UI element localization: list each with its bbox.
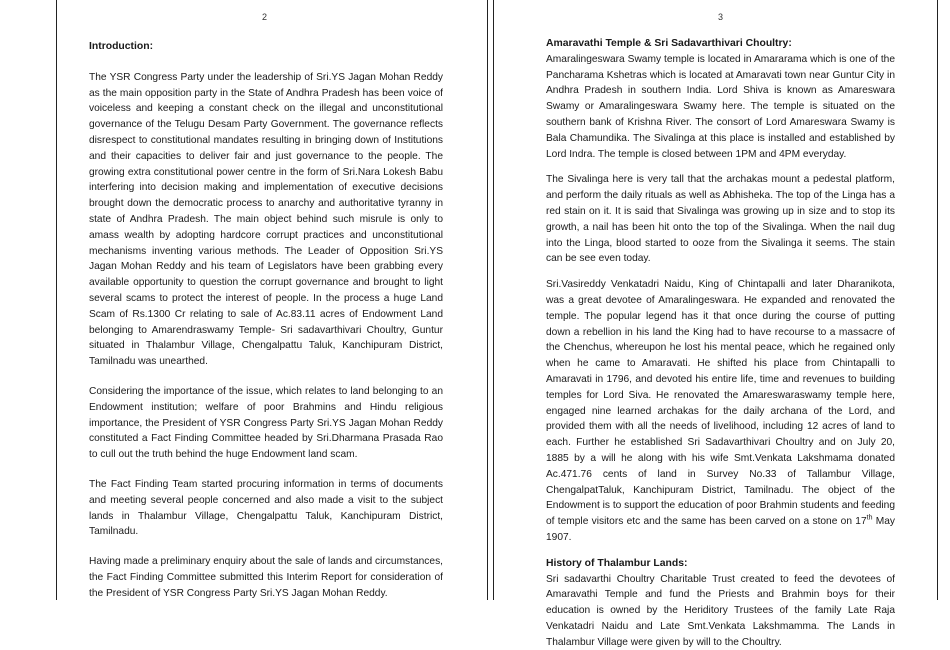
paragraph: Having made a preliminary enquiry about the sale of lands and circumstances, the Fact Finding Committee submitted this Interim Report for consideration of the President of YSR Congress Party Sri.YS Jagan Mohan Reddy. xyxy=(89,554,443,601)
page-number: 3 xyxy=(718,12,723,22)
paragraph: The YSR Congress Party under the leadership of Sri.YS Jagan Mohan Reddy as the main opposition party in the State of Andhra Pradesh has been voice of voiceless and keeping a constant check on the illegal and unconstitutional governance of the Telugu Desam Party Government. The governance reflects disrespect to constitutional mandates resulting in bringing down of Institutions and their capacities to deliver fair and just governance to the people. The growing extra constitutional power centre in the form of Sri.Nara Lokesh Babu interfering into decision making and implementation of executive decisions brought down the democratic process to anarchy and authoritative tyranny in state of Andhra Pradesh. The main object behind such misrule is only to amass wealth by adopting hardcore corrupt practices and unconstitutional mechanisms inventing various methods. The Leader of Opposition Sri.YS Jagan Mohan Reddy and his team of Legislators have been grabbing every available opportunity to question the corrupt governance and brought to light several scams to protect the interest of people. In the process a huge Land Scam of Rs.1300 Cr relating to sale of Ac.83.11 acres of Endowment Land belonging to Amarendraswamy Temple- Sri sadavarthivari Choultry, Guntur situated in Thalambur Village, Chengalpattu Taluk, Kanchipuram District, Tamilnadu was unearthed. xyxy=(89,70,443,370)
paragraph-text: Sri.Vasireddy Venkatadri Naidu, King of Chintapalli and later Dharanikota, was a great devotee of Amaralingeswara. He expanded and renovated the temple. The popular legend has it that once during the course of putting down a rebellion in his land the King had to have recourse to a massacre of the Chenchus, whereupon he lost his mental peace, which he regained only when he came to Amaravati. He shifted his place from Chintapalli to Amaravati in 1796, and devoted his entire life, time and revenues to building temples for Lord Siva. He renovated the Amareswaraswamy temple here, engaged nine learned archakas for the daily archana of the Lord, and provided them with all the needs of livelihood, including 12 acres of land to each. Further he established Sri Sadavarthivari Choultry and on July 20, 1885 by a will he along with his wife Smt.Venkata Lakshmama donated Ac.471.76 cents of land in Survey No.33 of Tallambur Village, ChengalpatTaluk, Kanchipuram District, Tamilnadu. The object of the Endowment is to support the education of poor Brahmin students and feeding of temple visitors etc and the same has been carved on a stone on 17 xyxy=(546,279,895,527)
section-heading-thalambur: History of Thalambur Lands: xyxy=(546,556,895,572)
page-number: 2 xyxy=(262,12,267,22)
paragraph: Considering the importance of the issue, which relates to land belonging to an Endowment institution; welfare of poor Brahmins and Hindu religious importance, the President of YSR Congress Party Sri.YS Jagan Mohan Reddy constituted a Fact Finding Committee headed by Sri.Dharmana Prasada Rao to cull out the truth behind the huge Endowment land scam. xyxy=(89,384,443,463)
section-heading-amaravathi: Amaravathi Temple & Sri Sadavarthivari Choultry: xyxy=(546,36,895,52)
superscript: th xyxy=(867,515,873,522)
right-page xyxy=(493,0,938,600)
paragraph: Sri sadavarthi Choultry Charitable Trust created to feed the devotees of Amaravathi Temple and fund the Priests and Brahmin boys for their education is owned by the Heriditory Trustees of the family Late Raja Venkatadri Naidu and Late Smt.Venkata Lakshmamma. The Lands in Thalambur Village were given by will to the Choultry. xyxy=(546,572,895,650)
paragraph xyxy=(546,277,895,546)
page-body xyxy=(89,39,443,616)
paragraph: The Sivalinga here is very tall that the archakas mount a pedestal platform, and perform the daily rituals as well as Abhisheka. The top of the Linga has a red stain on it. It is said that Sivalinga was growing up in size and to stop its growth, a nail has been hit onto the top of the Sivalinga. When the nail dug into the Linga, blood started to ooze from the Sivalinga it seems. The stain can be see even today. xyxy=(546,172,895,267)
left-page xyxy=(56,0,488,600)
paragraph-text: May 1907. xyxy=(546,516,895,543)
paragraph: Amaralingeswara Swamy temple is located in Amararama which is one of the Pancharama Kshetras which is located at Amaravati town near Guntur City in Andhra Pradesh in southern India. Lord Shiva is known as Amareswara Swamy or Amaralingeswara Swamy here. The temple is situated on the southern bank of Krishna River. The consort of Lord Amareswara Swamy is Bala Chamundika. The Sivalinga at this place is installed and established by Lord Indra. The temple is closed between 1PM and 4PM everyday. xyxy=(546,52,895,163)
paragraph: The Fact Finding Team started procuring information in terms of documents and meeting several people concerned and also made a visit to the subject lands in Thalambur Village, Chengalpattu Taluk, Kanchipuram District, Tamilnadu. xyxy=(89,477,443,540)
page-body xyxy=(546,36,895,650)
section-heading-introduction: Introduction: xyxy=(89,39,443,55)
